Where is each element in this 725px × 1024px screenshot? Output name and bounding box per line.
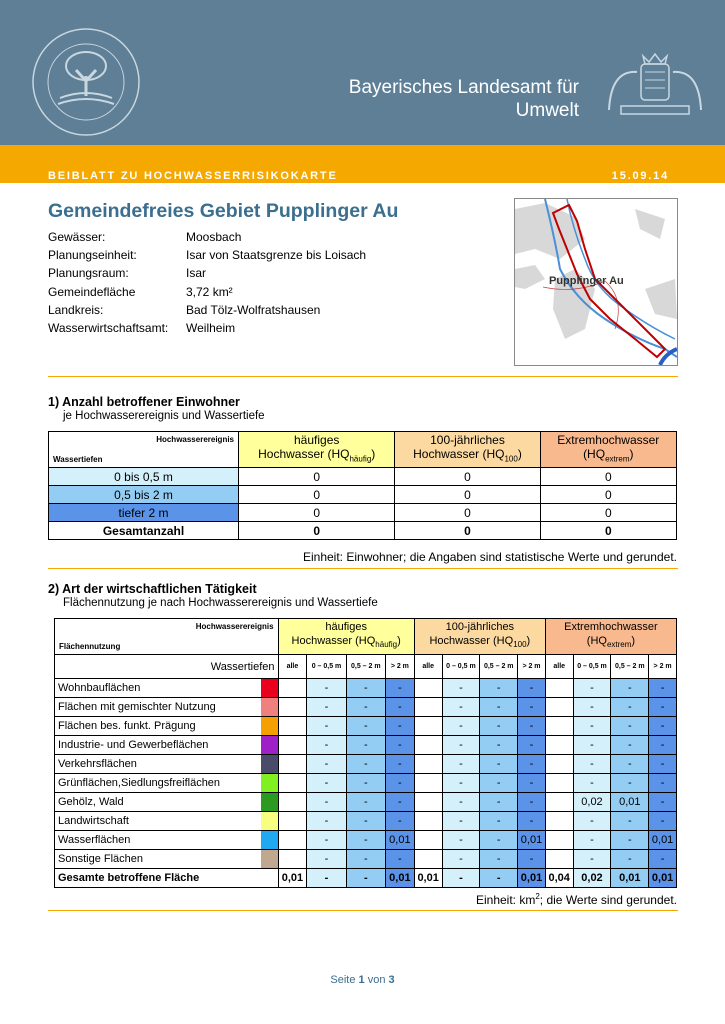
table-cell: - [442, 736, 480, 755]
info-label: Landkreis: [48, 302, 104, 317]
table-cell: - [442, 869, 480, 888]
table-cell [278, 793, 307, 812]
depth-column-header: > 2 m [649, 655, 677, 679]
table-cell: - [346, 698, 385, 717]
table-cell [278, 850, 307, 869]
table-row [55, 812, 677, 831]
land-use-color-swatch [261, 679, 278, 698]
table-cell: - [611, 679, 649, 698]
table-cell: 0 [239, 468, 395, 486]
table-cell [414, 812, 442, 831]
table-cell: - [385, 755, 414, 774]
table-cell: - [346, 736, 385, 755]
table-cell: - [307, 698, 346, 717]
info-label: Wasserwirtschaftsamt: [48, 320, 169, 335]
table-cell [414, 774, 442, 793]
info-value: Isar [186, 266, 207, 281]
footer-prefix: Seite [330, 974, 359, 986]
table-cell: - [573, 717, 611, 736]
info-label: Planungsraum: [48, 266, 129, 281]
table-cell: - [611, 774, 649, 793]
info-value: Moosbach [186, 230, 242, 244]
table-cell: - [480, 869, 518, 888]
table-cell: - [346, 755, 385, 774]
info-label: Gemeindefläche [48, 284, 136, 299]
row-label: 0,5 bis 2 m [49, 486, 239, 504]
land-use-color-swatch [261, 774, 278, 793]
table-cell: 0,01 [385, 869, 414, 888]
depth-column-header: > 2 m [385, 655, 414, 679]
table-cell: - [480, 831, 518, 850]
table-cell [545, 793, 573, 812]
table-cell: 0,01 [414, 869, 442, 888]
land-use-label: Wasserflächen [55, 831, 262, 850]
table-cell: - [442, 679, 480, 698]
table-cell: - [307, 736, 346, 755]
table-cell [414, 850, 442, 869]
row-label: Gesamtanzahl [49, 522, 239, 540]
total-label: Gesamte betroffene Fläche [55, 869, 279, 888]
table-cell: 0 [540, 468, 676, 486]
land-use-color-swatch [261, 755, 278, 774]
table-cell: - [385, 850, 414, 869]
table-cell: - [385, 736, 414, 755]
page-header [0, 0, 725, 145]
table-cell: - [480, 736, 518, 755]
table-cell [545, 755, 573, 774]
land-use-color-swatch [261, 850, 278, 869]
table-cell: - [385, 679, 414, 698]
land-use-color-swatch [261, 793, 278, 812]
column-header-extreme: Extremhochwasser $(HQ_{extrem})$ [545, 619, 676, 655]
table-cell: - [346, 679, 385, 698]
table-cell: 0,01 [649, 869, 677, 888]
table-cell: 0,02 [573, 869, 611, 888]
table-cell: - [611, 812, 649, 831]
info-value: Weilheim [186, 320, 236, 335]
table-cell [545, 679, 573, 698]
column-header-frequent: häufiges Hochwasser $(HQ_{häufig})$ [278, 619, 414, 655]
ministry-seal-logo [30, 26, 142, 138]
table-row [55, 755, 677, 774]
table-cell: - [649, 679, 677, 698]
info-value: Bad Tölz-Wolfratshausen [186, 302, 321, 317]
agency-name [349, 76, 579, 122]
depth-column-header: alle [545, 655, 573, 679]
table-cell: - [385, 698, 414, 717]
column-header-100yr: 100-jährliches Hochwasser $(HQ_{100})$ [414, 619, 545, 655]
table-cell: - [573, 698, 611, 717]
section-divider [48, 376, 678, 377]
table-cell: - [307, 850, 346, 869]
table-cell: - [385, 812, 414, 831]
location-map [514, 198, 678, 366]
column-header-extreme: Extremhochwasser $(HQ_{extrem})$ [540, 432, 676, 468]
table-row [49, 504, 677, 522]
table-cell: - [649, 717, 677, 736]
table-cell: - [518, 698, 546, 717]
table-cell: 0 [540, 504, 676, 522]
table-cell: - [307, 812, 346, 831]
table-cell [545, 831, 573, 850]
info-row [48, 230, 366, 248]
table-cell [545, 736, 573, 755]
row-label: tiefer 2 m [49, 504, 239, 522]
land-use-label: Grünflächen,Siedlungsfreiflächen [55, 774, 262, 793]
column-header-100yr: 100-jährliches Hochwasser $(HQ_{100})$ [395, 432, 540, 468]
land-use-label: Flächen mit gemischter Nutzung [55, 698, 262, 717]
table-cell: - [346, 812, 385, 831]
table-cell: - [518, 774, 546, 793]
page-title: Gemeindefreies Gebiet Pupplinger Au [48, 200, 399, 222]
document-banner [0, 145, 725, 183]
table-cell: - [573, 850, 611, 869]
residents-table [48, 431, 677, 540]
depth-column-header: 0,5 – 2 m [346, 655, 385, 679]
section2-subtitle: Flächennutzung je nach Hochwasserereignis und Wassertiefe [63, 597, 378, 609]
depth-column-header: 0,5 – 2 m [480, 655, 518, 679]
land-use-table [54, 618, 677, 888]
table-cell: - [442, 698, 480, 717]
table-cell: - [442, 831, 480, 850]
table-cell: - [649, 812, 677, 831]
table-cell: - [611, 831, 649, 850]
table-row [55, 736, 677, 755]
table-cell [278, 755, 307, 774]
table-cell: - [518, 717, 546, 736]
table-cell: - [480, 755, 518, 774]
land-use-label: Sonstige Flächen [55, 850, 262, 869]
table-cell [278, 774, 307, 793]
section1-subtitle: je Hochwasserereignis und Wassertiefe [63, 410, 265, 422]
info-row [48, 266, 366, 284]
table-total-row [55, 869, 677, 888]
table-cell: - [573, 774, 611, 793]
table-cell: - [518, 850, 546, 869]
header-event-label: Hochwasserereignis [156, 435, 234, 444]
table-cell: - [385, 774, 414, 793]
table-row [55, 717, 677, 736]
table-cell: 0 [540, 522, 676, 540]
footer-mid: von [364, 974, 389, 986]
table-row [55, 831, 677, 850]
page-footer [0, 974, 725, 986]
table-cell: - [573, 755, 611, 774]
table-cell: 0 [395, 486, 540, 504]
table-cell: 0 [395, 522, 540, 540]
table-cell: - [573, 812, 611, 831]
current-page: 1 [358, 974, 365, 986]
table-cell: 0,01 [649, 831, 677, 850]
table-cell [278, 736, 307, 755]
table-cell: 0,01 [278, 869, 307, 888]
table-row [55, 774, 677, 793]
table-cell: - [442, 717, 480, 736]
table-cell [278, 717, 307, 736]
table-cell [278, 812, 307, 831]
depth-column-header: alle [414, 655, 442, 679]
table-cell: - [307, 755, 346, 774]
table-cell: - [611, 850, 649, 869]
table-cell [278, 679, 307, 698]
table-cell [414, 793, 442, 812]
table-cell: - [385, 793, 414, 812]
section1-unit-note: Einheit: Einwohner; die Angaben sind statistische Werte und gerundet. [302, 550, 677, 564]
table-cell: - [649, 736, 677, 755]
land-use-label: Landwirtschaft [55, 812, 262, 831]
table-cell: - [573, 831, 611, 850]
table-cell: 0,01 [611, 793, 649, 812]
info-label: Planungseinheit: [48, 248, 137, 263]
table-cell: - [307, 717, 346, 736]
section-divider [48, 568, 678, 569]
document-type: BEIBLATT ZU HOCHWASSERRISIKOKARTE [48, 170, 338, 182]
table-cell: - [573, 736, 611, 755]
land-use-color-swatch [261, 812, 278, 831]
table-cell: - [649, 850, 677, 869]
table-cell [545, 850, 573, 869]
table-row [55, 698, 677, 717]
table-cell: - [307, 869, 346, 888]
table-cell [414, 736, 442, 755]
table-cell: - [518, 755, 546, 774]
table-cell [545, 812, 573, 831]
table-cell: - [442, 850, 480, 869]
table-row [49, 468, 677, 486]
table-cell: - [307, 793, 346, 812]
table-cell: - [518, 736, 546, 755]
table-cell: - [346, 831, 385, 850]
depth-column-header: > 2 m [518, 655, 546, 679]
table-cell [414, 755, 442, 774]
table-cell: - [442, 793, 480, 812]
table-cell: - [480, 793, 518, 812]
header-depth-label: Wassertiefen [53, 455, 103, 464]
land-use-label: Verkehrsflächen [55, 755, 262, 774]
info-row [48, 285, 366, 303]
table-cell [414, 698, 442, 717]
table-row [55, 850, 677, 869]
info-row [48, 303, 366, 321]
info-row [48, 321, 366, 339]
table-cell: - [573, 679, 611, 698]
table-row [49, 486, 677, 504]
table-cell: 0 [239, 486, 395, 504]
table-cell: - [307, 831, 346, 850]
table-cell [414, 717, 442, 736]
table-cell: - [518, 812, 546, 831]
table-cell: - [480, 679, 518, 698]
land-use-color-swatch [261, 831, 278, 850]
table-cell [545, 774, 573, 793]
table-total-row [49, 522, 677, 540]
table-cell: - [649, 698, 677, 717]
table-cell: - [480, 812, 518, 831]
table-cell: - [611, 717, 649, 736]
table-cell: 0,01 [518, 869, 546, 888]
table-cell [278, 831, 307, 850]
table-cell [545, 698, 573, 717]
info-value: 3,72 km² [186, 284, 233, 299]
agency-name-line2: Umwelt [515, 100, 579, 121]
table-cell [278, 698, 307, 717]
table-header-corner [55, 619, 279, 655]
land-use-label: Wohnbauflächen [55, 679, 262, 698]
table-cell: - [518, 679, 546, 698]
depth-header-row [55, 655, 677, 679]
total-pages: 3 [388, 974, 395, 986]
table-cell: - [611, 755, 649, 774]
table-cell: - [442, 755, 480, 774]
table-cell: - [611, 736, 649, 755]
section2-unit-note: Einheit: $km^2$; die Werte sind gerundet. [475, 892, 677, 907]
table-cell: 0 [239, 504, 395, 522]
info-label: Gewässer: [48, 230, 106, 244]
depth-column-header: 0,5 – 2 m [611, 655, 649, 679]
table-cell: 0,02 [573, 793, 611, 812]
depth-column-header: 0 – 0,5 m [307, 655, 346, 679]
land-use-label: Industrie- und Gewerbeflächen [55, 736, 262, 755]
table-cell: - [480, 717, 518, 736]
table-cell: - [649, 755, 677, 774]
table-cell: 0,01 [385, 831, 414, 850]
table-cell: - [307, 774, 346, 793]
section1-title: 1) Anzahl betroffener Einwohner [48, 395, 240, 409]
column-header-frequent: häufiges Hochwasser $(HQ_{häufig})$ [239, 432, 395, 468]
table-cell: - [442, 774, 480, 793]
table-cell: - [518, 793, 546, 812]
row-label: 0 bis 0,5 m [49, 468, 239, 486]
table-cell: - [649, 774, 677, 793]
info-value: Isar von Staatsgrenze bis Loisach [186, 248, 367, 263]
table-cell: - [385, 717, 414, 736]
area-info [48, 230, 366, 339]
bavarian-coat-of-arms-icon [601, 50, 709, 118]
table-cell: 0,01 [611, 869, 649, 888]
table-header-corner [49, 432, 239, 468]
depth-column-header: 0 – 0,5 m [573, 655, 611, 679]
table-cell: - [346, 793, 385, 812]
depth-label: Wassertiefen [55, 655, 279, 679]
land-use-color-swatch [261, 736, 278, 755]
table-cell [414, 679, 442, 698]
depth-column-header: alle [278, 655, 307, 679]
table-cell: - [346, 774, 385, 793]
table-cell: - [442, 812, 480, 831]
table-header-row [55, 619, 677, 655]
table-cell: 0 [395, 468, 540, 486]
land-use-label: Gehölz, Wald [55, 793, 262, 812]
table-header-row [49, 432, 677, 468]
table-cell: - [346, 717, 385, 736]
document-date: 15.09.14 [611, 170, 669, 182]
header-use-label: Flächennutzung [59, 642, 121, 651]
table-cell: - [346, 869, 385, 888]
table-cell: - [611, 698, 649, 717]
land-use-label: Flächen bes. funkt. Prägung [55, 717, 262, 736]
table-cell: - [480, 850, 518, 869]
map-label: Pupplinger Au [549, 275, 624, 287]
table-cell: - [649, 793, 677, 812]
table-cell [414, 831, 442, 850]
table-cell: - [307, 679, 346, 698]
land-use-color-swatch [261, 698, 278, 717]
depth-column-header: 0 – 0,5 m [442, 655, 480, 679]
table-cell: 0 [395, 504, 540, 522]
table-row [55, 793, 677, 812]
table-cell: 0 [540, 486, 676, 504]
agency-name-line1: Bayerisches Landesamt für [348, 77, 579, 98]
table-cell: 0 [239, 522, 395, 540]
section-divider [48, 910, 678, 911]
table-row [55, 679, 677, 698]
table-cell: - [480, 774, 518, 793]
table-cell: - [480, 698, 518, 717]
info-row [48, 248, 366, 266]
header-event-label: Hochwasserereignis [195, 622, 274, 631]
land-use-color-swatch [261, 717, 278, 736]
location-map-drawing [515, 199, 677, 365]
table-cell: - [346, 850, 385, 869]
table-cell [545, 717, 573, 736]
table-cell: 0,01 [518, 831, 546, 850]
table-cell: 0,04 [545, 869, 573, 888]
section2-title: 2) Art der wirtschaftlichen Tätigkeit [48, 582, 257, 596]
